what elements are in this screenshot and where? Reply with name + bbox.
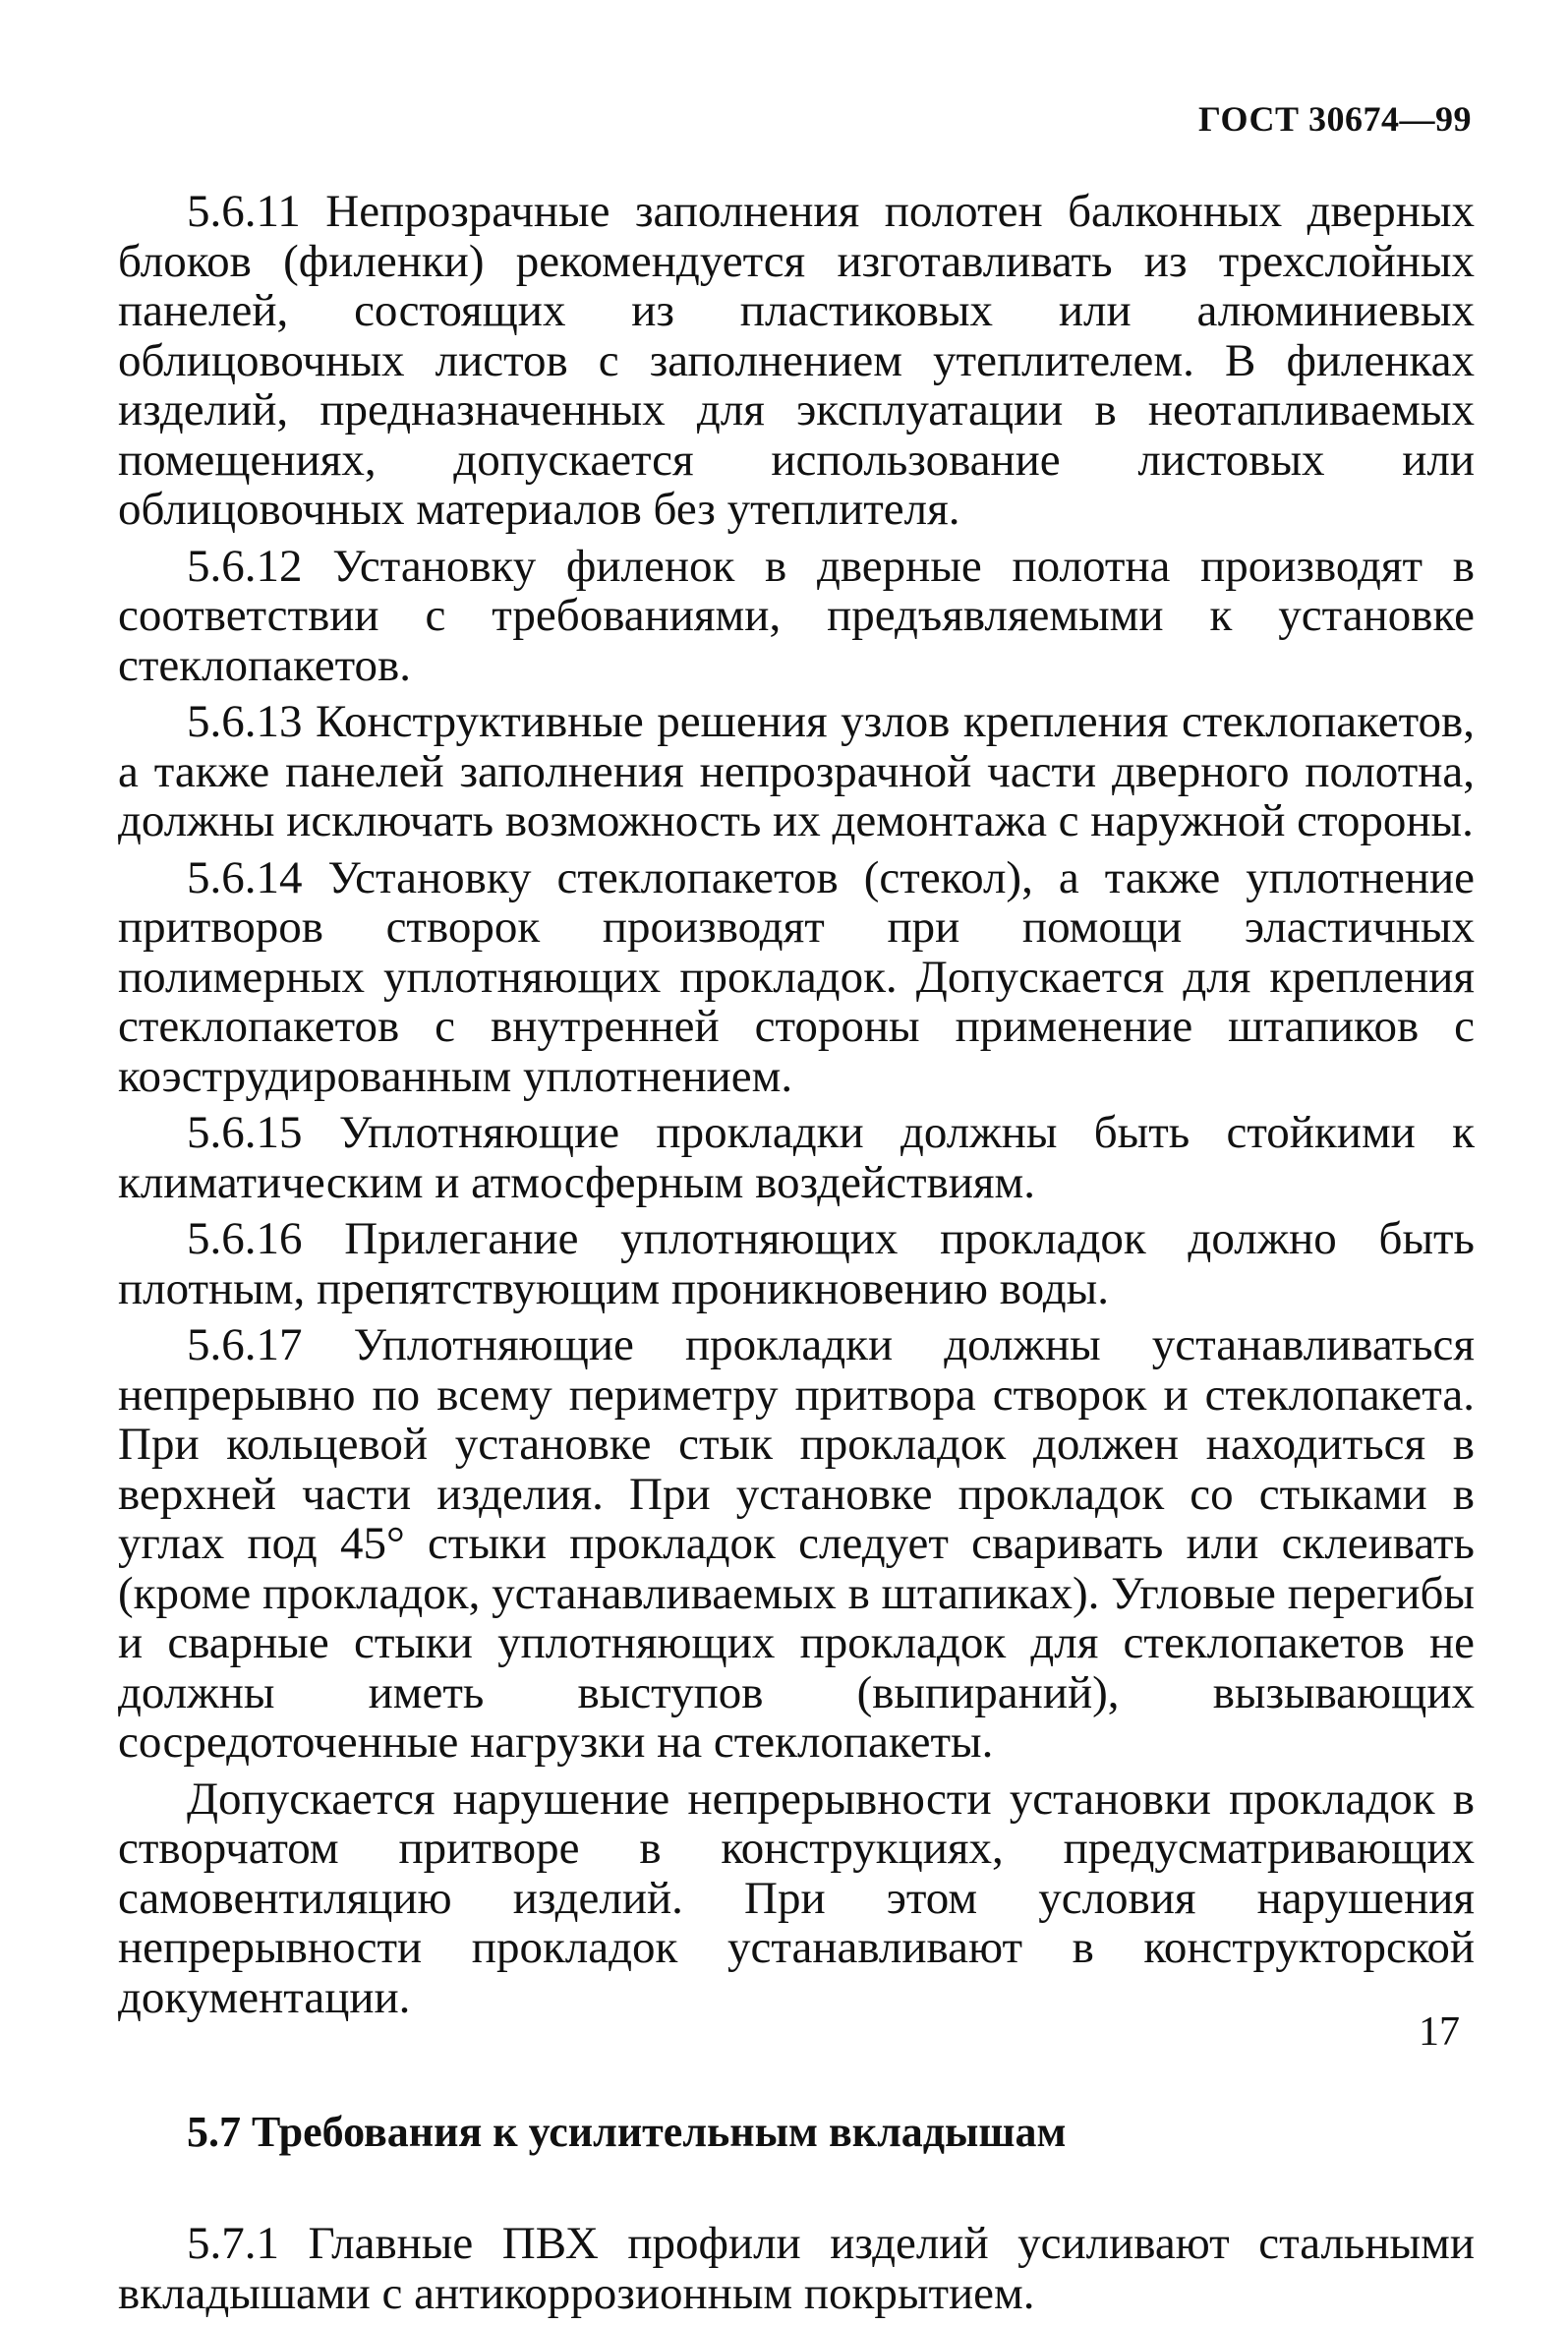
paragraph-5-6-11: 5.6.11 Непрозрачные заполнения полотен балконных дверных блоков (филенки) рекомендуется изготавливать из трехслойных панелей, состоящих из пластиковых или алюминиевых облицовочных листов с заполнением утеплителем. В филенках изделий, предназначенных для эксплуатации в неотапливаемых помещениях, допускается использование листовых или облицовочных материалов без утеплителя. <box>118 186 1475 535</box>
page-number: 17 <box>1419 2009 1460 2055</box>
paragraph-5-6-17: 5.6.17 Уплотняющие прокладки должны устанавливаться непрерывно по всему периметру притвора створок и стеклопакета. При кольцевой установке стык прокладок должен находиться в верхней части изделия. При установке прокладок со стыками в углах под 45° стыки прокладок следует сваривать или склеивать (кроме прокладок, устанавливаемых в штапиках). Угловые перегибы и сварные стыки уплотняющих прокладок для стеклопакетов не должны иметь выступов (выпираний), вызывающих сосредоточенные нагрузки на стеклопакеты. <box>118 1319 1475 1768</box>
paragraph-allowance: Допускается нарушение непрерывности установки прокладок в створчатом притворе в конструкциях, предусматривающих самовентиляцию изделий. При этом условия нарушения непрерывности прокладок устанавливают в конструкторской документации. <box>118 1773 1475 2023</box>
paragraph-5-6-14: 5.6.14 Установку стеклопакетов (стекол), а также уплотнение притворов створок производят при помощи эластичных полимерных уплотняющих прокладок. Допускается для крепления стеклопакетов с внутренней стороны применение штапиков с коэструдированным уплотнением. <box>118 851 1475 1102</box>
document-header: ГОСТ 30674—99 <box>1198 99 1472 139</box>
paragraph-5-6-12: 5.6.12 Установку филенок в дверные полотна производят в соответствии с требованиями, предъявляемыми к установке стеклопакетов. <box>118 540 1475 691</box>
paragraph-5-6-16: 5.6.16 Прилегание уплотняющих прокладок должно быть плотным, препятствующим проникновению воды. <box>118 1213 1475 1314</box>
paragraph-5-6-13: 5.6.13 Конструктивные решения узлов крепления стеклопакетов, а также панелей заполнения непрозрачной части дверного полотна, должны исключать возможность их демонтажа с наружной стороны. <box>118 696 1475 846</box>
section-title: 5.7 Требования к усилительным вкладышам <box>187 2108 1067 2156</box>
paragraph-5-6-15: 5.6.15 Уплотняющие прокладки должны быть стойкими к климатическим и атмосферным воздействиям. <box>118 1107 1475 1208</box>
paragraph-5-7-1: 5.7.1 Главные ПВХ профили изделий усиливают стальными вкладышами с антикоррозионным покрытием. <box>118 2218 1475 2319</box>
document-body <box>118 187 1475 2325</box>
